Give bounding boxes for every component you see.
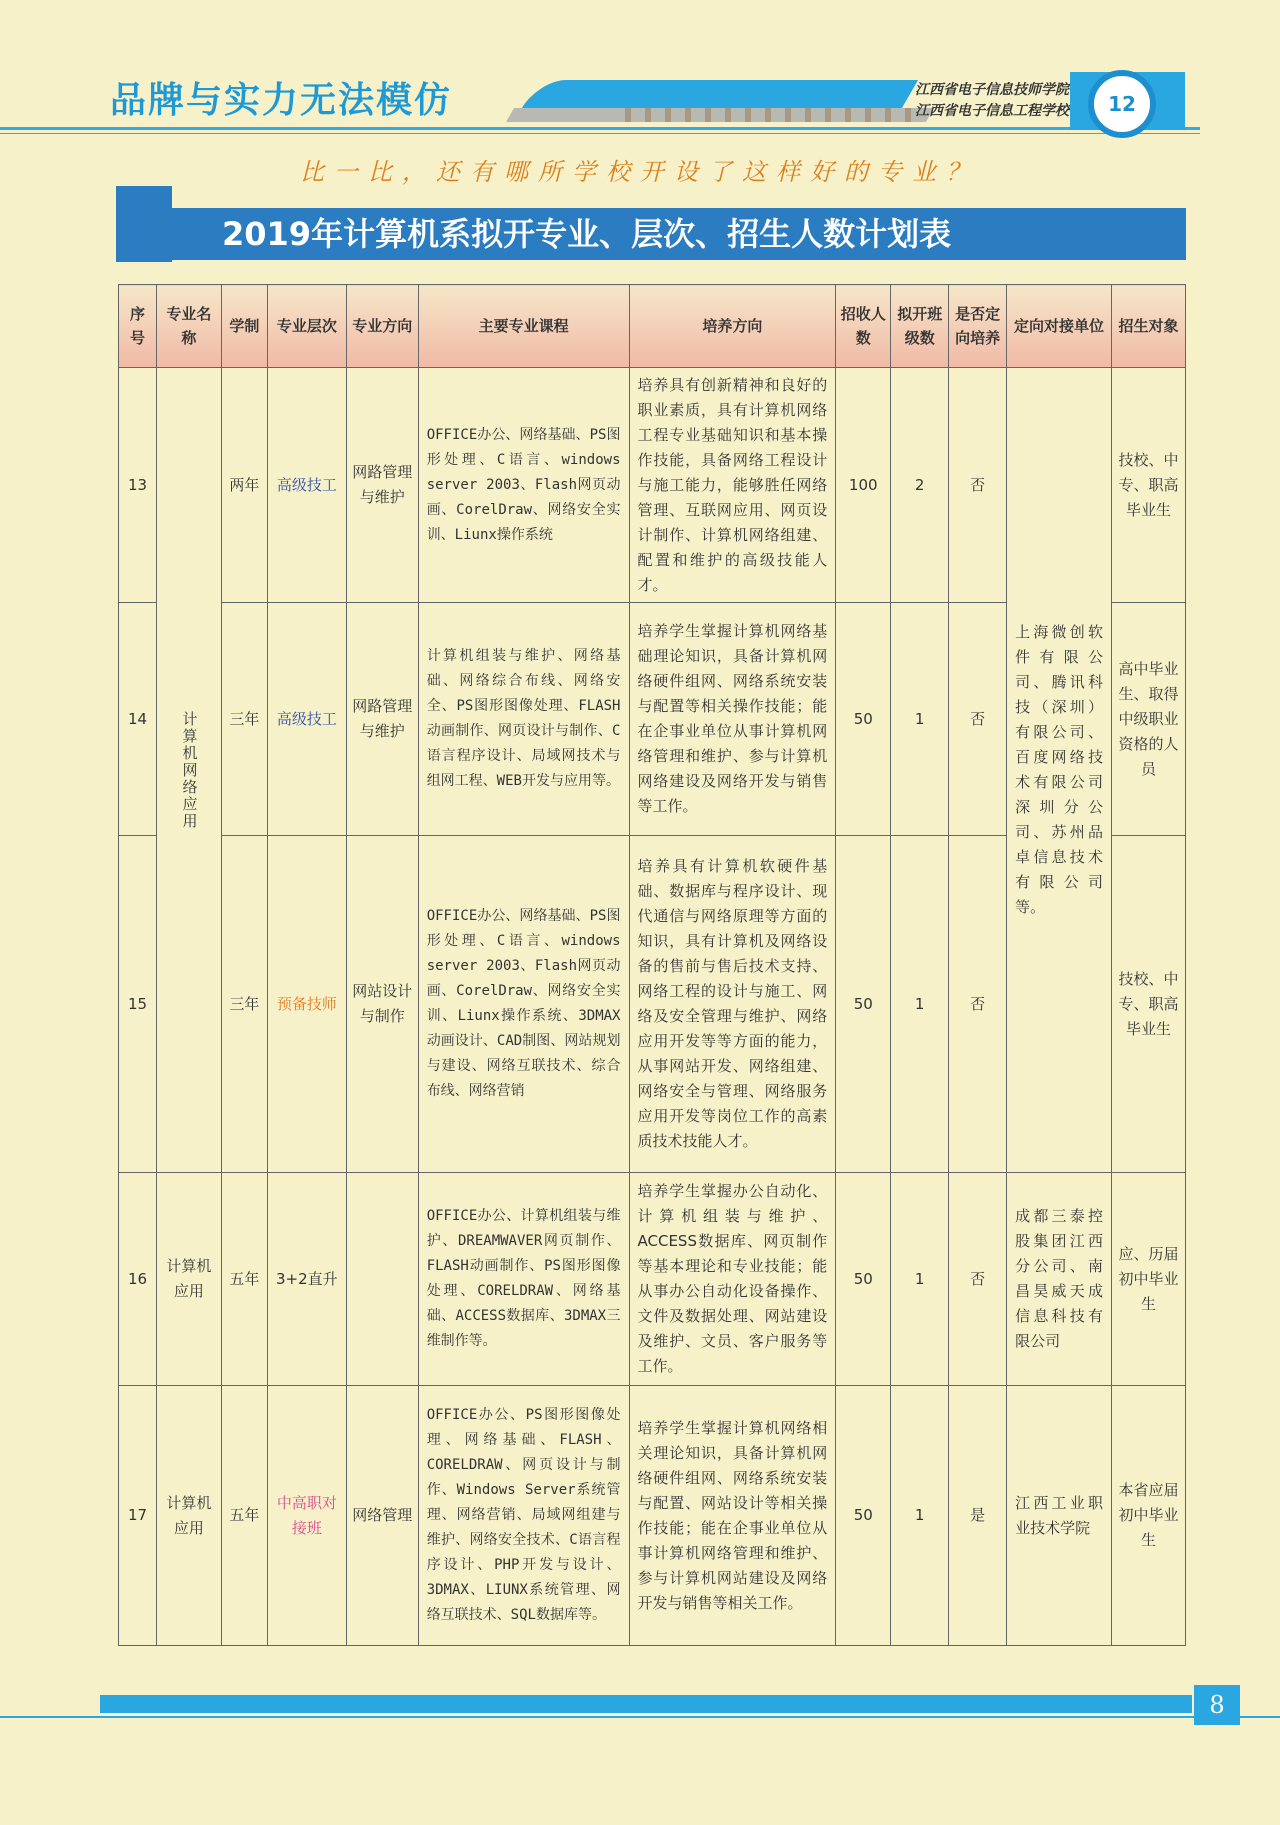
school-logo bbox=[1088, 70, 1156, 138]
training: 培养具有创新精神和良好的职业素质，具有计算机网络工程专业基础知识和基本操作技能，具备网络工程设计与施工能力，能够胜任网络管理、互联网应用、网页设计制作、计算机网络组建、配置和维护的高级技能人才。 bbox=[629, 368, 836, 603]
length: 五年 bbox=[221, 1386, 267, 1646]
col-major: 专业名称 bbox=[156, 285, 221, 368]
classes: 2 bbox=[891, 368, 949, 603]
level: 3+2直升 bbox=[267, 1173, 346, 1386]
training: 培养学生掌握计算机网络相关理论知识，具备计算机网络硬件组网、网络系统安装与配置、网站设计等相关操作技能；能在企事业单位从事计算机网络管理和维护、参与计算机网站建设及网络开发与销售等相关工作。 bbox=[629, 1386, 836, 1646]
direction: 网络管理 bbox=[346, 1386, 418, 1646]
col-length: 学制 bbox=[221, 285, 267, 368]
school-names bbox=[915, 80, 1069, 122]
school-name-2: 江西省电子信息工程学校 bbox=[915, 103, 1069, 119]
oriented: 是 bbox=[949, 1386, 1007, 1646]
row-no: 16 bbox=[119, 1173, 157, 1386]
oriented: 否 bbox=[949, 603, 1007, 836]
school-name-1: 江西省电子信息技师学院 bbox=[915, 82, 1069, 98]
col-oriented: 是否定向培养 bbox=[949, 285, 1007, 368]
col-enroll: 招收人数 bbox=[836, 285, 891, 368]
partner: 成都三泰控股集团江西分公司、南昌昊威天成信息科技有限公司 bbox=[1007, 1173, 1112, 1386]
length: 三年 bbox=[221, 603, 267, 836]
level: 高级技工 bbox=[267, 368, 346, 603]
header-line bbox=[0, 127, 1200, 130]
slogan: 品牌与实力无法模仿 bbox=[110, 80, 453, 121]
table-row bbox=[119, 1386, 1186, 1646]
courses: OFFICE办公、计算机组装与维护、DREAMWAVER网页制作、FLASH动画制作、PS图形图像处理、CORELDRAW、网络基础、ACCESS数据库、3DMAX三维制作等。 bbox=[418, 1173, 629, 1386]
table-row bbox=[119, 1173, 1186, 1386]
level: 预备技师 bbox=[267, 836, 346, 1173]
page-number: 8 bbox=[1194, 1685, 1240, 1725]
footer-bar bbox=[100, 1695, 1192, 1713]
page-title: 2019年计算机系拟开专业、层次、招生人数计划表 bbox=[160, 208, 1186, 260]
question-line: 比一比，还有哪所学校开设了这样好的专业？ bbox=[300, 158, 980, 186]
row-no: 17 bbox=[119, 1386, 157, 1646]
direction: 网站设计与制作 bbox=[346, 836, 418, 1173]
direction: 网路管理与维护 bbox=[346, 603, 418, 836]
enroll: 50 bbox=[836, 1386, 891, 1646]
enroll: 50 bbox=[836, 836, 891, 1173]
length: 两年 bbox=[221, 368, 267, 603]
oriented: 否 bbox=[949, 1173, 1007, 1386]
training: 培养学生掌握计算机网络基础理论知识，具备计算机网络硬件组网、网络系统安装与配置等相关操作技能；能在企事业单位从事计算机网络管理和维护、参与计算机网络建设及网络开发与销售等工作。 bbox=[629, 603, 836, 836]
col-direction: 专业方向 bbox=[346, 285, 418, 368]
target: 技校、中专、职高毕业生 bbox=[1112, 836, 1186, 1173]
courses: 计算机组装与维护、网络基础、网络综合布线、网络安全、PS图形图像处理、FLASH动画制作、网页设计与制作、C语言程序设计、局域网技术与组网工程、WEB开发与应用等。 bbox=[418, 603, 629, 836]
target: 本省应届初中毕业生 bbox=[1112, 1386, 1186, 1646]
header-dots bbox=[625, 108, 915, 122]
row-no: 13 bbox=[119, 368, 157, 603]
col-level: 专业层次 bbox=[267, 285, 346, 368]
footer-line bbox=[0, 1716, 1280, 1718]
direction bbox=[346, 1173, 418, 1386]
table-header-row bbox=[119, 285, 1186, 368]
courses: OFFICE办公、PS图形图像处理、网络基础、FLASH、CORELDRAW、网页设计与制作、Windows Server系统管理、网络营销、局域网组建与维护、网络安全技术、C语言程序设计、PHP开发与设计、3DMAX、LIUNX系统管理、网络互联技术、SQL数据库等。 bbox=[418, 1386, 629, 1646]
row-no: 14 bbox=[119, 603, 157, 836]
target: 应、历届初中毕业生 bbox=[1112, 1173, 1186, 1386]
partner: 江西工业职业技术学院 bbox=[1007, 1386, 1112, 1646]
training: 培养具有计算机软硬件基础、数据库与程序设计、现代通信与网络原理等方面的知识，具有计算机及网络设备的售前与售后技术支持、网络工程的设计与施工、网络及安全管理与维护、网络应用开发等等方面的能力，从事网站开发、网络组建、网络安全与管理、网络服务应用开发等岗位工作的高素质技术技能人才。 bbox=[629, 836, 836, 1173]
direction: 网路管理与维护 bbox=[346, 368, 418, 603]
target: 高中毕业生、取得中级职业资格的人员 bbox=[1112, 603, 1186, 836]
col-partner: 定向对接单位 bbox=[1007, 285, 1112, 368]
table-row bbox=[119, 368, 1186, 603]
level: 高级技工 bbox=[267, 603, 346, 836]
enroll: 50 bbox=[836, 603, 891, 836]
col-training: 培养方向 bbox=[629, 285, 836, 368]
col-classes: 拟开班级数 bbox=[891, 285, 949, 368]
oriented: 否 bbox=[949, 368, 1007, 603]
classes: 1 bbox=[891, 1173, 949, 1386]
target: 技校、中专、职高毕业生 bbox=[1112, 368, 1186, 603]
col-courses: 主要专业课程 bbox=[418, 285, 629, 368]
header-line-thin bbox=[0, 133, 1200, 134]
length: 五年 bbox=[221, 1173, 267, 1386]
major-name: 计算机网络应用 bbox=[156, 368, 221, 1173]
length: 三年 bbox=[221, 836, 267, 1173]
header-swoosh bbox=[522, 80, 918, 108]
enroll: 50 bbox=[836, 1173, 891, 1386]
plan-table bbox=[118, 284, 1186, 1646]
classes: 1 bbox=[891, 603, 949, 836]
training: 培养学生掌握办公自动化、计算机组装与维护、ACCESS数据库、网页制作等基本理论和专业技能；能从事办公自动化设备操作、文件及数据处理、网站建设及维护、文员、客户服务等工作。 bbox=[629, 1173, 836, 1386]
classes: 1 bbox=[891, 836, 949, 1173]
enroll: 100 bbox=[836, 368, 891, 603]
logo-text: 12 bbox=[1108, 92, 1136, 116]
row-no: 15 bbox=[119, 836, 157, 1173]
classes: 1 bbox=[891, 1386, 949, 1646]
partner: 上海微创软件有限公司、腾讯科技（深圳）有限公司、百度网络技术有限公司深圳分公司、苏州品卓信息技术有限公司等。 bbox=[1007, 368, 1112, 1173]
level: 中高职对接班 bbox=[267, 1386, 346, 1646]
major-name: 计算机应用 bbox=[156, 1386, 221, 1646]
oriented: 否 bbox=[949, 836, 1007, 1173]
col-no: 序号 bbox=[119, 285, 157, 368]
courses: OFFICE办公、网络基础、PS图形处理、C语言、windows server 2003、Flash网页动画、CorelDraw、网络安全实训、Liunx操作系统、3DMAX动画设计、CAD制图、网站规划与建设、网络互联技术、综合布线、网络营销 bbox=[418, 836, 629, 1173]
courses: OFFICE办公、网络基础、PS图形处理、C语言、windows server 2003、Flash网页动画、CorelDraw、网络安全实训、Liunx操作系统 bbox=[418, 368, 629, 603]
major-name: 计算机应用 bbox=[156, 1173, 221, 1386]
col-target: 招生对象 bbox=[1112, 285, 1186, 368]
